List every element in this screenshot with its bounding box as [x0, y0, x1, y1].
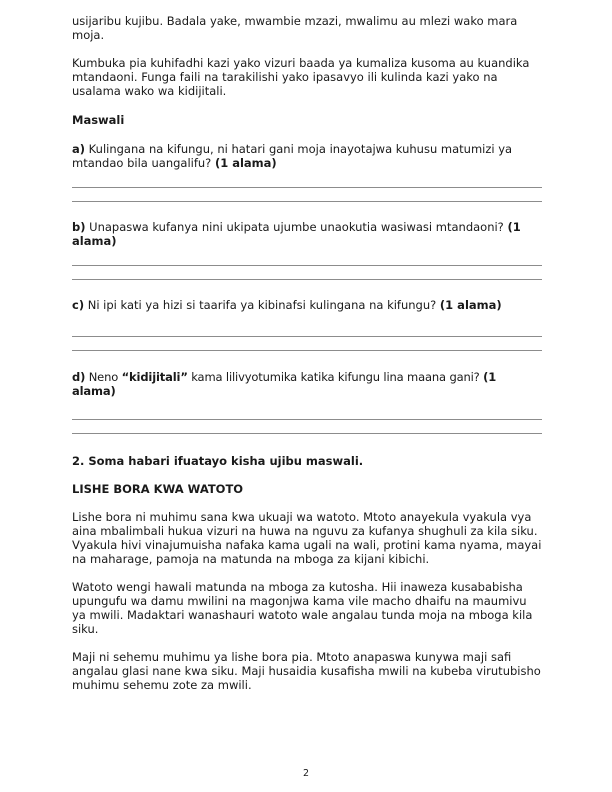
- section-2-instruction: 2. Soma habari ifuatayo kisha ujibu maswali.: [72, 454, 364, 468]
- question-text: Kulingana na kifungu, ni hatari gani moja inayotajwa kuhusu matumizi ya mtandao bila uangalifu?: [72, 142, 513, 170]
- question-d: [72, 370, 542, 398]
- question-text: Neno: [85, 370, 122, 384]
- answer-line[interactable]: [72, 336, 542, 337]
- question-marks: (1 alama): [214, 156, 277, 170]
- page-number: 2: [302, 768, 310, 779]
- questions-heading: Maswali: [72, 113, 125, 127]
- question-marks: (1 alama): [72, 370, 497, 398]
- answer-line[interactable]: [72, 279, 542, 280]
- article-paragraph-1: Lishe bora ni muhimu sana kwa ukuaji wa watoto. Mtoto anayekula vyakula vya aina mbalimbali hukua vizuri na huwa na nguvu za kufanya shughuli za kila siku. Vyakula hivi vinajumuisha nafaka kama ugali na wali, protini kama nyama, mayai na maharage, pamoja na matunda na mboga za kijani kibichi.: [72, 510, 542, 566]
- question-letter: c): [72, 298, 85, 312]
- answer-line[interactable]: [72, 265, 542, 266]
- question-b: [72, 220, 542, 248]
- question-text: Ni ipi kati ya hizi si taarifa ya kibinafsi kulingana na kifungu?: [84, 298, 440, 312]
- article-paragraph-3: Maji ni sehemu muhimu ya lishe bora pia. Mtoto anapaswa kunywa maji safi angalau glasi nane kwa siku. Maji husaidia kusafisha mwili na kubeba virutubisho muhimu sehemu zote za mwili.: [72, 650, 541, 692]
- question-a: [72, 142, 542, 170]
- answer-line[interactable]: [72, 419, 542, 420]
- intro-continuation-paragraph: usijaribu kujibu. Badala yake, mwambie mzazi, mwalimu au mlezi wako mara moja.: [72, 14, 518, 42]
- page-content: [72, 14, 542, 692]
- answer-line[interactable]: [72, 201, 542, 202]
- answer-line[interactable]: [72, 433, 542, 434]
- answer-line[interactable]: [72, 187, 542, 188]
- answer-area-a[interactable]: [72, 187, 542, 202]
- question-letter: a): [72, 142, 86, 156]
- reminder-paragraph: Kumbuka pia kuhifadhi kazi yako vizuri baada ya kumaliza kusoma au kuandika mtandaoni. Funga faili na tarakilishi yako ipasavyo ili kulinda kazi yako na usalama wako wa kidijitali.: [72, 56, 530, 98]
- section-2-title: LISHE BORA KWA WATOTO: [72, 482, 244, 496]
- article-paragraph-2: Watoto wengi hawali matunda na mboga za kutosha. Hii inaweza kusababisha upungufu wa damu mwilini na magonjwa kama vile macho dhaifu na maumivu ya mwili. Madaktari wanashauri watoto wale angalau tunda moja na mboga kila siku.: [72, 580, 533, 636]
- question-c: [72, 298, 542, 312]
- question-marks: (1 alama): [72, 220, 521, 248]
- question-text: Unapaswa kufanya nini ukipata ujumbe unaokutia wasiwasi mtandaoni?: [85, 220, 508, 234]
- question-letter: b): [72, 220, 86, 234]
- answer-area-d[interactable]: [72, 419, 542, 434]
- question-marks: (1 alama): [439, 298, 502, 312]
- answer-area-b[interactable]: [72, 265, 542, 280]
- question-text: kama lilivyotumika katika kifungu lina maana gani?: [187, 370, 484, 384]
- question-letter: d): [72, 370, 86, 384]
- answer-area-c[interactable]: [72, 336, 542, 351]
- question-keyword: “kidijitali”: [121, 370, 188, 384]
- answer-line[interactable]: [72, 350, 542, 351]
